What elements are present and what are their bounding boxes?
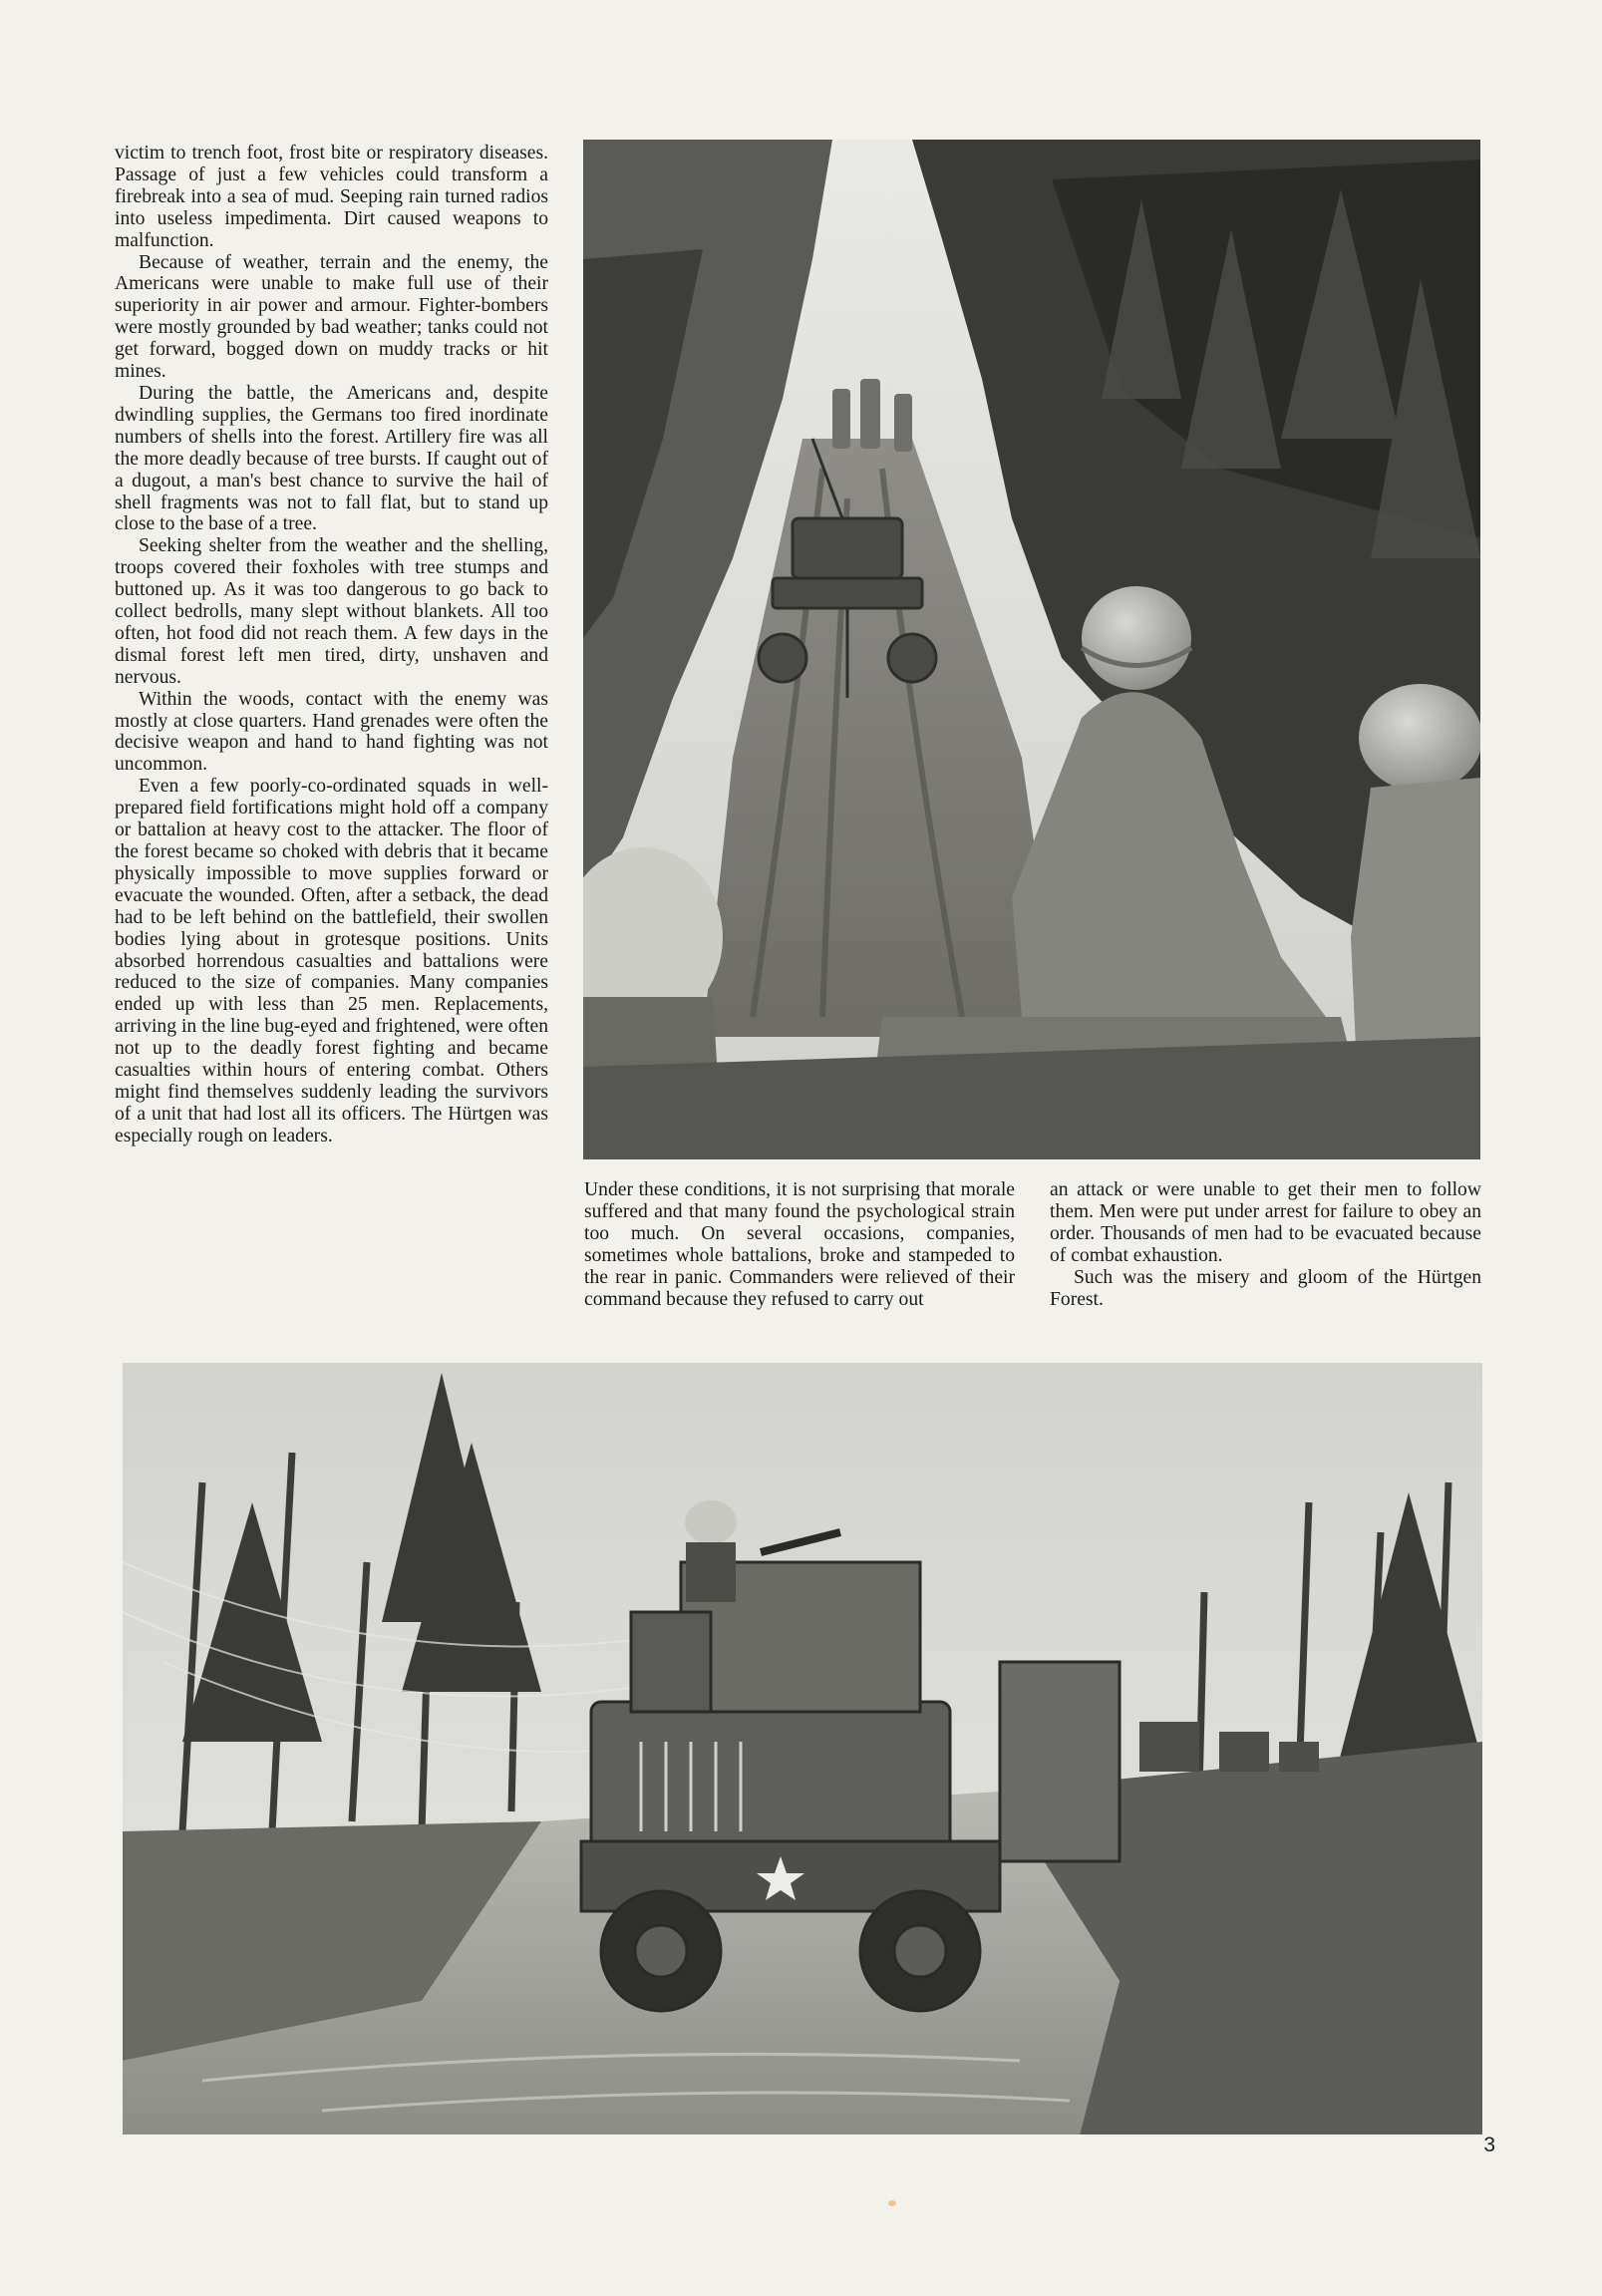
photo-halftrack-mud	[123, 1363, 1482, 2134]
paragraph: Such was the misery and gloom of the Hürtgen Forest.	[1050, 1266, 1481, 1310]
paper-stain	[888, 2200, 896, 2206]
left-text-column	[115, 143, 548, 1148]
photo-forest-track	[583, 140, 1480, 1159]
page-number: 3	[1483, 2133, 1495, 2156]
paragraph: Within the woods, contact with the enemy was mostly at close quarters. Hand grenades were often the decisive weapon and hand to hand fighting was not uncommon.	[115, 688, 548, 776]
middle-text-column	[584, 1179, 1015, 1310]
paragraph: an attack or were unable to get their men to follow them. Men were put under arrest for failure to obey an order. Thousands of men had to be evacuated because of combat exhaustion.	[1050, 1179, 1481, 1266]
paragraph: Even a few poorly-co-ordinated squads in well-prepared field fortifications might hold off a company or battalion at heavy cost to the attacker. The floor of the forest became so choked with debris that it became physically impossible to move supplies forward or evacuate the wounded. Often, after a setback, the dead had to be left behind on the battlefield, their swollen bodies lying about in grotesque positions. Units absorbed horrendous casualties and battalions were reduced to the size of companies. Many companies ended up with less than 25 men. Replacements, arriving in the line bug-eyed and frightened, were often not up to the deadly forest fighting and became casualties within hours of entering combat. Others might find themselves suddenly leading the survivors of a unit that had lost all its officers. The Hürtgen was especially rough on leaders.	[115, 776, 548, 1147]
paragraph: Under these conditions, it is not surprising that morale suffered and that many found the psychological strain too much. On several occasions, companies, sometimes whole battalions, broke and stampeded to the rear in panic. Commanders were relieved of their command because they refused to carry out	[584, 1179, 1015, 1310]
right-text-column	[1050, 1179, 1481, 1310]
paragraph: victim to trench foot, frost bite or respiratory diseases. Passage of just a few vehicles could transform a firebreak into a sea of mud. Seeping rain turned radios into useless impedimenta. Dirt caused weapons to malfunction.	[115, 143, 548, 251]
paragraph: Seeking shelter from the weather and the shelling, troops covered their foxholes with tree stumps and buttoned up. As it was too dangerous to go back to collect bedrolls, many slept without blankets. All too often, hot food did not reach them. A few days in the dismal forest left men tired, dirty, unshaven and nervous.	[115, 535, 548, 688]
paragraph: During the battle, the Americans and, despite dwindling supplies, the Germans too fired inordinate numbers of shells into the forest. Artillery fire was all the more deadly because of tree bursts. If caught out of a dugout, a man's best chance to survive the hail of shell fragments was not to fall flat, but to stand up close to the base of a tree.	[115, 382, 548, 535]
paragraph: Because of weather, terrain and the enemy, the Americans were unable to make full use of their superiority in air power and armour. Fighter-bombers were mostly grounded by bad weather; tanks could not get forward, bogged down on muddy tracks or hit mines.	[115, 251, 548, 383]
